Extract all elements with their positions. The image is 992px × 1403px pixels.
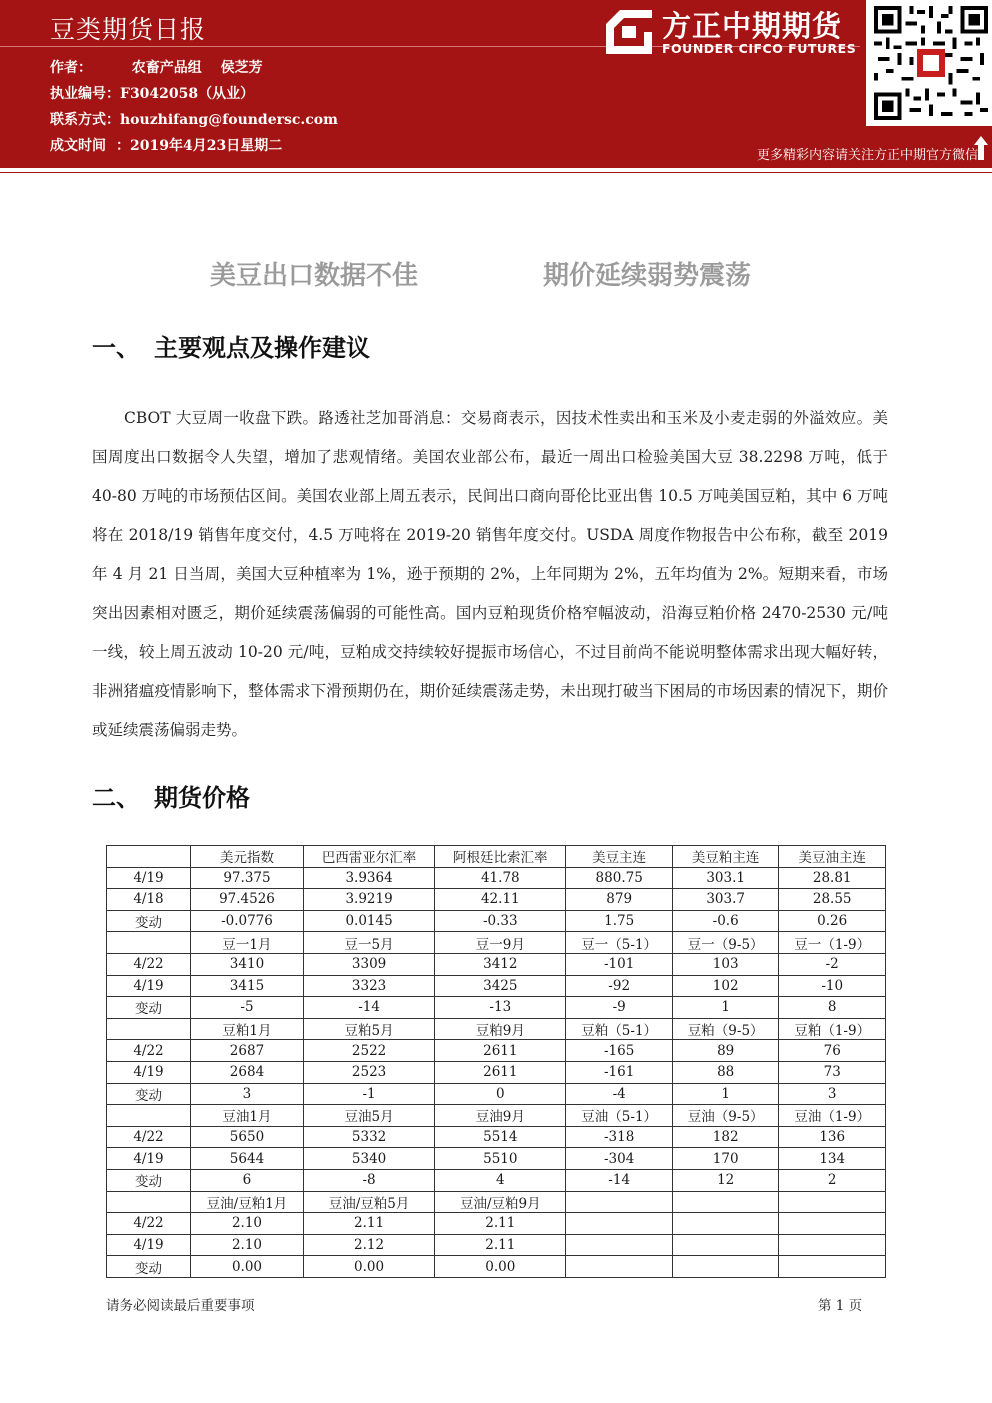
table-cell: 豆一1月 [191, 932, 304, 954]
table-cell: 豆一9月 [435, 932, 566, 954]
section-number: 二、 [92, 784, 140, 812]
table-cell: 303.1 [672, 867, 779, 889]
table-cell: 3.9364 [303, 867, 434, 889]
table-cell: -10 [779, 975, 886, 997]
table-row [107, 975, 886, 997]
table-cell: -0.0776 [191, 910, 304, 932]
header-bottom-rule [0, 165, 992, 168]
table-cell: 3323 [303, 975, 434, 997]
table-cell: 3415 [191, 975, 304, 997]
table-cell: 豆油1月 [191, 1105, 304, 1127]
table-cell: 134 [779, 1148, 886, 1170]
license-value: F3042058（从业） [120, 86, 255, 102]
page-number: 第 1 页 [818, 1298, 863, 1314]
table-cell: 2.12 [303, 1234, 434, 1256]
contact-email[interactable]: houzhifang@foundersc.com [120, 112, 338, 128]
table-cell: 0.26 [779, 910, 886, 932]
date-line [50, 135, 282, 155]
table-cell [566, 1191, 673, 1213]
table-cell: 5650 [191, 1126, 304, 1148]
author-line [50, 57, 263, 77]
row-label-cell: 4/22 [107, 1213, 191, 1235]
table-cell: 2684 [191, 1061, 304, 1083]
report-headline [0, 255, 992, 291]
table-cell: 102 [672, 975, 779, 997]
founder-logo-icon [604, 8, 654, 56]
table-cell [566, 1256, 673, 1278]
table-row [107, 1105, 886, 1127]
table-cell [566, 1213, 673, 1235]
table-row [107, 1018, 886, 1040]
footer-notice: 请务必阅读最后重要事项 [106, 1298, 255, 1314]
table-cell: 5514 [435, 1126, 566, 1148]
table-cell: -9 [566, 997, 673, 1019]
table-row [107, 867, 886, 889]
table-row [107, 997, 886, 1019]
table-cell: 0.00 [191, 1256, 304, 1278]
table-cell: -101 [566, 953, 673, 975]
table-cell: -1 [303, 1083, 434, 1105]
table-cell: 豆油/豆粕9月 [435, 1191, 566, 1213]
section-number: 一、 [92, 334, 140, 362]
table-cell: 2687 [191, 1040, 304, 1062]
row-label-cell: 变动 [107, 1256, 191, 1278]
table-cell [672, 1256, 779, 1278]
table-cell: 170 [672, 1148, 779, 1170]
row-label-cell: 4/19 [107, 975, 191, 997]
table-row [107, 1061, 886, 1083]
table-cell: 豆油9月 [435, 1105, 566, 1127]
table-cell: 豆油（1-9） [779, 1105, 886, 1127]
license-line [50, 83, 254, 103]
table-cell: 879 [566, 889, 673, 911]
table-cell: 3309 [303, 953, 434, 975]
table-row [107, 953, 886, 975]
table-cell: 美元指数 [191, 846, 304, 868]
table-cell: -8 [303, 1169, 434, 1191]
table-cell: -0.6 [672, 910, 779, 932]
contact-line [50, 109, 338, 129]
date-value: ：2019年4月23日星期二 [116, 138, 283, 154]
table-cell: 2.10 [191, 1213, 304, 1235]
table-cell: -14 [303, 997, 434, 1019]
table-cell: 28.81 [779, 867, 886, 889]
table-row [107, 1040, 886, 1062]
date-label: 成文时间 [50, 138, 106, 154]
table-cell: -161 [566, 1061, 673, 1083]
table-cell: 豆粕1月 [191, 1018, 304, 1040]
table-cell: -13 [435, 997, 566, 1019]
table-cell: 5332 [303, 1126, 434, 1148]
table-cell: 豆粕（5-1） [566, 1018, 673, 1040]
table-cell: 豆油/豆粕1月 [191, 1191, 304, 1213]
table-cell: 豆粕5月 [303, 1018, 434, 1040]
table-row [107, 1083, 886, 1105]
table-cell: 3410 [191, 953, 304, 975]
row-label-cell: 变动 [107, 910, 191, 932]
table-cell: 2.10 [191, 1234, 304, 1256]
table-cell: 0.00 [435, 1256, 566, 1278]
table-cell: 28.55 [779, 889, 886, 911]
row-label-cell: 4/22 [107, 1126, 191, 1148]
table-cell: 豆粕9月 [435, 1018, 566, 1040]
row-label-cell: 变动 [107, 1169, 191, 1191]
table-cell [672, 1234, 779, 1256]
row-label-cell [107, 1191, 191, 1213]
table-cell: 2523 [303, 1061, 434, 1083]
table-cell: 3.9219 [303, 889, 434, 911]
table-cell: -165 [566, 1040, 673, 1062]
table-cell: -14 [566, 1169, 673, 1191]
table-cell [779, 1256, 886, 1278]
table-cell: -92 [566, 975, 673, 997]
table-cell: 182 [672, 1126, 779, 1148]
futures-price-table [106, 845, 886, 1278]
table-row [107, 1213, 886, 1235]
table-cell: 2.11 [303, 1213, 434, 1235]
row-label-cell: 4/18 [107, 889, 191, 911]
arrow-up-icon [974, 136, 988, 160]
table-cell: 97.375 [191, 867, 304, 889]
qr-code-icon [874, 6, 988, 120]
section-heading-views [92, 328, 370, 363]
table-cell: 3425 [435, 975, 566, 997]
table-cell: 5510 [435, 1148, 566, 1170]
table-row [107, 1234, 886, 1256]
analysis-paragraph: CBOT 大豆周一收盘下跌。路透社芝加哥消息：交易商表示，因技术性卖出和玉米及小麦走弱的外溢效应。美国周度出口数据令人失望，增加了悲观情绪。美国农业部公布，最近一周出口检验美国大豆 38.2298 万吨，低于 40-80 万吨的市场预估区间。美国农业部上周五表示，民间出口商向哥伦比亚出售 10.5 万吨美国豆粕，其中 6 万吨将在 2018/19 销售年度交付，4.5 万吨将在 2019-20 销售年度交付。USDA 周度作物报告中公布称，截至 2019 年 4 月 21 日当周，美国大豆种植率为 1%，逊于预期的 2%，上年同期为 2%，五年均值为 2%。短期来看，市场突出因素相对匮乏，期价延续震荡偏弱的可能性高。国内豆粕现货价格窄幅波动，沿海豆粕价格 2470-2530 元/吨一线，较上周五波动 10-20 元/吨，豆粕成交持续较好提振市场信心，不过目前尚不能说明整体需求出现大幅好转，非洲猪瘟疫情影响下，整体需求下滑预期仍在，期价延续震荡走势，未出现打破当下困局的市场因素的情况下，期价或延续震荡偏弱走势。 [92, 409, 888, 739]
row-label-cell: 4/22 [107, 953, 191, 975]
table-cell: 豆一5月 [303, 932, 434, 954]
table-cell: 2.11 [435, 1213, 566, 1235]
table-cell: 1 [672, 1083, 779, 1105]
table-cell: 2.11 [435, 1234, 566, 1256]
table-cell [779, 1213, 886, 1235]
table-row [107, 1148, 886, 1170]
row-label-cell: 变动 [107, 997, 191, 1019]
table-cell: 豆粕（9-5） [672, 1018, 779, 1040]
row-label-cell [107, 1018, 191, 1040]
headline-part-2: 期价延续弱势震荡 [543, 261, 752, 291]
table-cell: 6 [191, 1169, 304, 1191]
table-row [107, 1169, 886, 1191]
table-cell: 豆一（1-9） [779, 932, 886, 954]
table-cell: 豆粕（1-9） [779, 1018, 886, 1040]
table-cell: 0 [435, 1083, 566, 1105]
table-cell: 103 [672, 953, 779, 975]
table-cell: 2611 [435, 1040, 566, 1062]
table-cell: 美豆油主连 [779, 846, 886, 868]
table-row [107, 910, 886, 932]
table-cell: 0.00 [303, 1256, 434, 1278]
table-cell: 3 [191, 1083, 304, 1105]
author-value: 农畜产品组 侯芝芳 [131, 60, 263, 76]
table-cell: 豆油（9-5） [672, 1105, 779, 1127]
section-heading-prices [92, 778, 250, 813]
report-title: 豆类期货日报 [50, 15, 207, 44]
table-cell: 42.11 [435, 889, 566, 911]
table-cell [566, 1234, 673, 1256]
row-label-cell [107, 846, 191, 868]
table-cell: 5644 [191, 1148, 304, 1170]
table-cell: 97.4526 [191, 889, 304, 911]
license-label: 执业编号： [50, 86, 120, 102]
table-cell: 76 [779, 1040, 886, 1062]
table-cell: 88 [672, 1061, 779, 1083]
table-cell: 2 [779, 1169, 886, 1191]
row-label-cell: 4/19 [107, 1061, 191, 1083]
table-cell: 2522 [303, 1040, 434, 1062]
row-label-cell: 变动 [107, 1083, 191, 1105]
table-cell [779, 1191, 886, 1213]
table-cell: 0.0145 [303, 910, 434, 932]
table-cell: -2 [779, 953, 886, 975]
table-cell: 阿根廷比索汇率 [435, 846, 566, 868]
row-label-cell [107, 932, 191, 954]
company-logo [604, 8, 857, 60]
table-cell: 2611 [435, 1061, 566, 1083]
table-row [107, 1191, 886, 1213]
table-cell [672, 1213, 779, 1235]
table-cell: 美豆主连 [566, 846, 673, 868]
logo-english-name: FOUNDER CIFCO FUTURES [662, 41, 857, 56]
table-cell: 巴西雷亚尔汇率 [303, 846, 434, 868]
table-cell: 880.75 [566, 867, 673, 889]
table-cell: 3 [779, 1083, 886, 1105]
table-cell: 8 [779, 997, 886, 1019]
table-cell [779, 1234, 886, 1256]
table-cell: 5340 [303, 1148, 434, 1170]
table-cell: 136 [779, 1126, 886, 1148]
table-row [107, 846, 886, 868]
table-cell: -304 [566, 1148, 673, 1170]
table-row [107, 1256, 886, 1278]
table-row [107, 889, 886, 911]
table-cell: -4 [566, 1083, 673, 1105]
table-row [107, 1126, 886, 1148]
wechat-qr-code [866, 0, 992, 126]
table-cell: -5 [191, 997, 304, 1019]
table-cell: 4 [435, 1169, 566, 1191]
report-header [0, 0, 992, 165]
table-cell: 美豆粕主连 [672, 846, 779, 868]
table-cell: 豆一（9-5） [672, 932, 779, 954]
table-cell: 89 [672, 1040, 779, 1062]
author-label: 作者： [50, 60, 92, 76]
row-label-cell: 4/22 [107, 1040, 191, 1062]
row-label-cell: 4/19 [107, 867, 191, 889]
section-title: 主要观点及操作建议 [154, 334, 370, 362]
table-cell: 豆油5月 [303, 1105, 434, 1127]
table-cell: 303.7 [672, 889, 779, 911]
headline-part-1: 美豆出口数据不佳 [210, 261, 419, 291]
wechat-follow-note: 更多精彩内容请关注方正中期官方微信 [756, 148, 978, 163]
table-cell: 1.75 [566, 910, 673, 932]
table-cell: 豆油/豆粕5月 [303, 1191, 434, 1213]
table-row [107, 932, 886, 954]
row-label-cell: 4/19 [107, 1148, 191, 1170]
section-title: 期货价格 [154, 784, 250, 812]
table-cell: 豆一（5-1） [566, 932, 673, 954]
row-label-cell [107, 1105, 191, 1127]
table-cell [672, 1191, 779, 1213]
table-cell: 3412 [435, 953, 566, 975]
contact-label: 联系方式： [50, 112, 120, 128]
table-cell: 73 [779, 1061, 886, 1083]
row-label-cell: 4/19 [107, 1234, 191, 1256]
table-cell: 41.78 [435, 867, 566, 889]
table-cell: -0.33 [435, 910, 566, 932]
table-cell: -318 [566, 1126, 673, 1148]
table-cell: 12 [672, 1169, 779, 1191]
logo-chinese-name: 方正中期期货 [662, 9, 843, 43]
header-thin-rule [0, 172, 992, 173]
table-cell: 1 [672, 997, 779, 1019]
table-cell: 豆油（5-1） [566, 1105, 673, 1127]
